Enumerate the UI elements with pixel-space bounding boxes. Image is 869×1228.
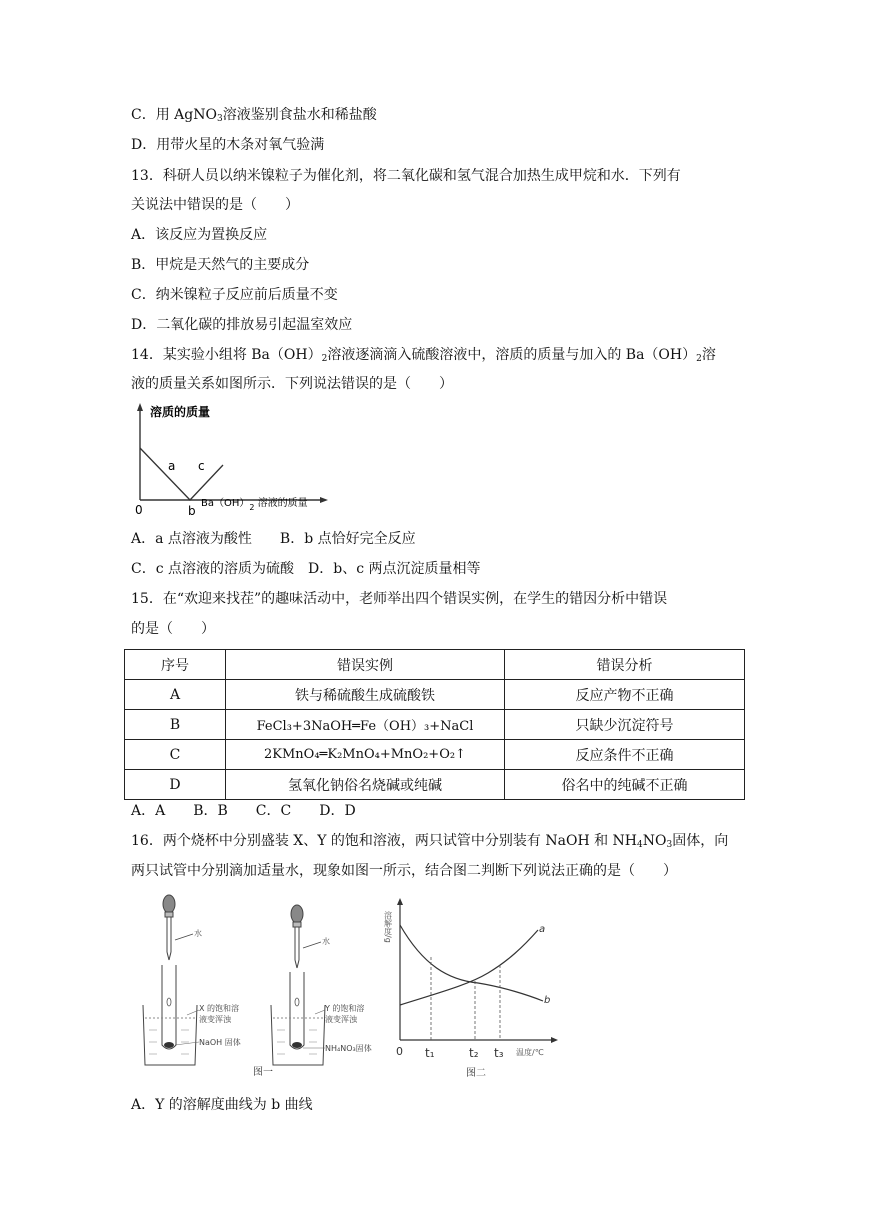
- fig1-water-label-2: 水: [322, 937, 330, 946]
- q13-option-d: D．二氧化碳的排放易引起温室效应: [131, 317, 353, 333]
- table-cell-id: D: [125, 770, 226, 800]
- fig2-t1: t₁: [425, 1046, 435, 1060]
- fig1-beaker2-text1: Y 的饱和溶: [325, 1004, 365, 1013]
- table-row: [125, 710, 745, 740]
- table-cell-analysis: 只缺少沉淀符号: [505, 710, 745, 740]
- q14-point-c: c: [198, 459, 205, 473]
- table-cell-id: C: [125, 740, 226, 770]
- fig1-beaker2-solid: NH₄NO₃固体: [325, 1044, 372, 1053]
- fig1-beaker1-text1: X 的饱和溶: [199, 1004, 240, 1013]
- q16-stem-line1: 16．两个烧杯中分别盛装 X、Y 的饱和溶液，两只试管中分别装有 NaOH 和 $NH_4NO_3$固体，向: [131, 833, 729, 850]
- q14-stem-line2: 液的质量关系如图所示．下列说法错误的是（ ）: [131, 376, 453, 392]
- fig2-curve-a: [400, 930, 538, 1005]
- fig2-x-label: 温度/℃: [516, 1048, 544, 1057]
- q14-options-line1: A．a 点溶液为酸性 B．b 点恰好完全反应: [131, 531, 416, 547]
- fig1-beaker1-text2: 液变浑浊: [199, 1015, 231, 1024]
- table-cell-example: FeCl₃+3NaOH═Fe（OH）₃+NaCl: [226, 710, 505, 740]
- table-cell-id: A: [125, 680, 226, 710]
- table-row: [125, 680, 745, 710]
- q12-option-d: D．用带火星的木条对氧气验满: [131, 137, 325, 153]
- dropper-left: [163, 895, 193, 960]
- q14-y-label: 溶质的质量: [150, 405, 211, 419]
- dropper-right: [291, 905, 321, 968]
- table-header-row: [125, 650, 745, 680]
- fig2-curve-b: [400, 924, 546, 1001]
- q16-stem-line2: 两只试管中分别滴加适量水，现象如图一所示，结合图二判断下列说法正确的是（ ）: [131, 863, 677, 879]
- q14-figure: [128, 400, 338, 518]
- table-row: [125, 740, 745, 770]
- fig1-water-label-1: 水: [194, 929, 202, 938]
- fig1-caption: 图一: [253, 1067, 273, 1078]
- q14-options-line2: C．c 点溶液的溶质为硫酸 D．b、c 两点沉淀质量相等: [131, 561, 481, 577]
- q13-option-c: C．纳米镍粒子反应前后质量不变: [131, 287, 338, 303]
- fig2-caption: 图二: [466, 1068, 486, 1079]
- q13-option-a: A．该反应为置换反应: [131, 227, 268, 243]
- q16-figure-1: [135, 890, 375, 1080]
- q12-option-c: C．用 AgNO$_3$溶液鉴别食盐水和稀盐酸: [131, 107, 377, 124]
- fig2-curve-a-label: a: [539, 924, 546, 935]
- q16-option-a: A．Y 的溶解度曲线为 b 曲线: [131, 1097, 313, 1113]
- q13-stem-line1: 13．科研人员以纳米镍粒子为催化剂，将二氧化碳和氢气混合加热生成甲烷和水．下列有: [131, 168, 681, 184]
- q14-stem-line1: 14．某实验小组将 $Ba(OH)_2$溶液逐滴滴入硫酸溶液中，溶质的质量与加入的 $Ba(OH)_2$溶: [131, 347, 716, 364]
- fig1-beaker2-text2: 液变浑浊: [325, 1015, 357, 1024]
- q14-origin: 0: [135, 503, 143, 517]
- table-cell-example: 铁与稀硫酸生成硫酸铁: [226, 680, 505, 710]
- fig2-y-label: 溶解度/g: [383, 911, 393, 943]
- q14-x-label: $Ba(OH)_2$ 溶液的质量: [201, 498, 308, 512]
- q13-stem-line2: 关说法中错误的是（ ）: [131, 197, 299, 213]
- q16-figure-2: [378, 895, 568, 1080]
- table-cell-id: B: [125, 710, 226, 740]
- fig1-beaker1-solid: NaOH 固体: [199, 1038, 241, 1047]
- table-header-example: 错误实例: [226, 650, 505, 680]
- q15-stem-line1: 15．在“欢迎来找茬”的趣味活动中，老师举出四个错误实例，在学生的错因分析中错误: [131, 591, 668, 607]
- table-cell-example: 2KMnO₄═K₂MnO₄+MnO₂+O₂↑: [226, 740, 505, 770]
- table-cell-analysis: 反应条件不正确: [505, 740, 745, 770]
- table-cell-analysis: 俗名中的纯碱不正确: [505, 770, 745, 800]
- fig2-t2: t₂: [469, 1046, 479, 1060]
- fig2-origin: 0: [396, 1045, 403, 1058]
- table-header-id: 序号: [125, 650, 226, 680]
- q13-option-b: B．甲烷是天然气的主要成分: [131, 257, 310, 273]
- fig2-t3: t₃: [494, 1046, 504, 1060]
- q14-point-a: a: [168, 459, 176, 473]
- table-cell-example: 氢氧化钠俗名烧碱或纯碱: [226, 770, 505, 800]
- q14-point-b: b: [188, 504, 196, 518]
- table-row: [125, 770, 745, 800]
- q15-stem-line2: 的是（ ）: [131, 621, 215, 637]
- table-cell-analysis: 反应产物不正确: [505, 680, 745, 710]
- table-header-analysis: 错误分析: [505, 650, 745, 680]
- fig2-curve-b-label: b: [544, 995, 551, 1006]
- q15-options: A．A B．B C．C D．D: [131, 803, 356, 819]
- q15-table: [124, 649, 745, 800]
